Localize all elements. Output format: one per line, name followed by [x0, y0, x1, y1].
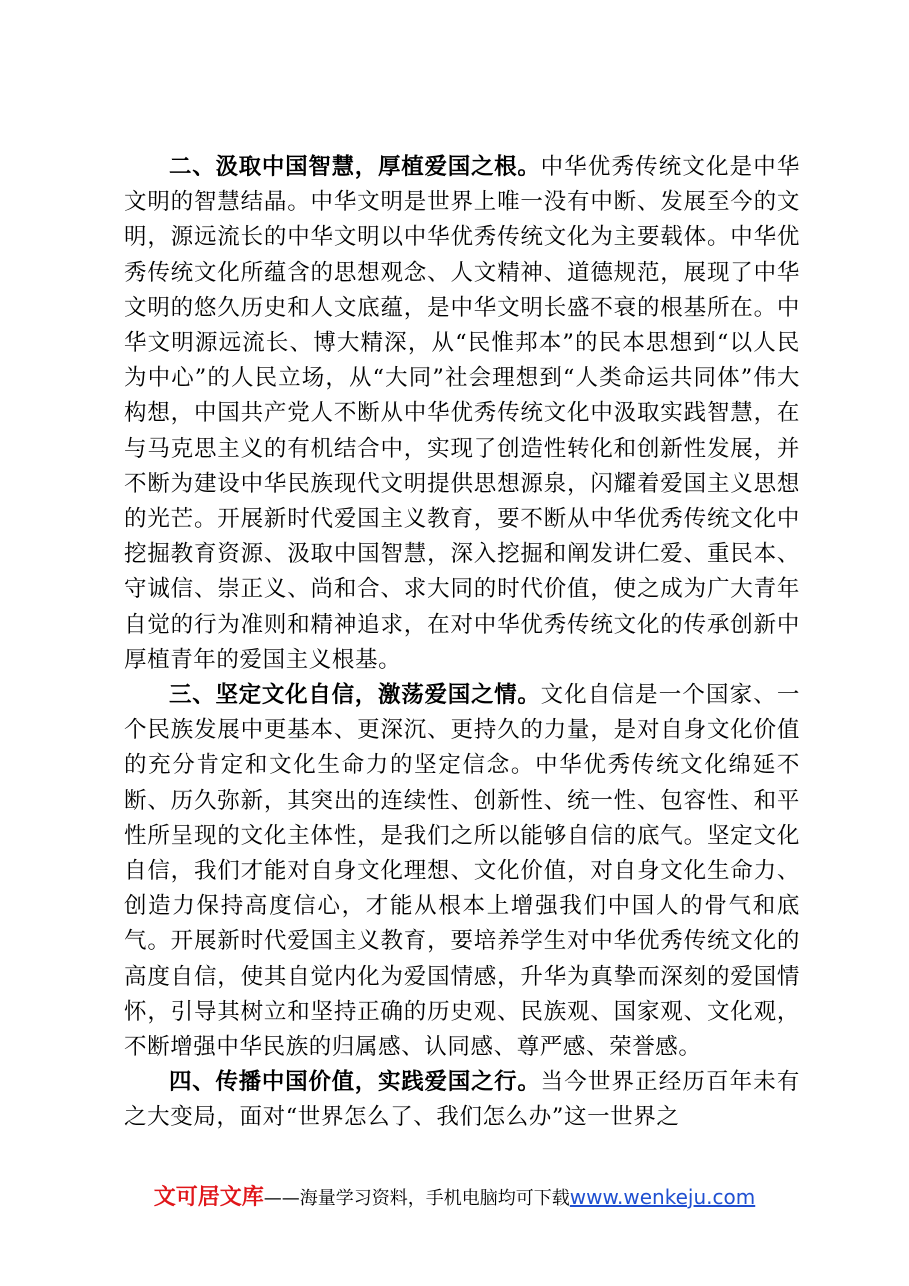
brand-name: 文可居文库 — [153, 1185, 264, 1210]
section-heading: 三、坚定文化自信，激荡爱国之情。 — [169, 682, 541, 709]
paragraph-section-4 — [124, 1065, 800, 1135]
document-body — [124, 150, 800, 1136]
paragraph-text: 中华优秀传统文化是中华文明的智慧结晶。中华文明是世界上唯一没有中断、发展至今的文明，源远流长的中华文明以中华优秀传统文化为主要载体。中华优秀传统文化所蕴含的思想观念、人文精神、道德规范，展现了中华文明的悠久历史和人文底蕴，是中华文明长盛不衰的根基所在。中华文明源远流长、博大精深，从“民惟邦本”的民本思想到“以人民为中心”的人民立场，从“大同”社会理想到“人类命运共同体”伟大构想，中国共产党人不断从中华优秀传统文化中汲取实践智慧，在与马克思主义的有机结合中，实现了创造性转化和创新性发展，并不断为建设中华民族现代文明提供思想源泉，闪耀着爱国主义思想的光芒。开展新时代爱国主义教育，要不断从中华优秀传统文化中挖掘教育资源、汲取中国智慧，深入挖掘和阐发讲仁爱、重民本、守诚信、崇正义、尚和合、求大同的时代价值，使之成为广大青年自觉的行为准则和精神追求，在对中华优秀传统文化的传承创新中厚植青年的爱国主义根基。 — [124, 154, 800, 673]
footer-tagline: ——海量学习资料，手机电脑均可下载 — [263, 1188, 570, 1209]
footer-watermark — [0, 1180, 909, 1211]
website-link[interactable]: www.wenkeju.com — [569, 1185, 756, 1209]
paragraph-text: 当今世界正经历百年未有之大变局，面对“世界怎么了、我们怎么办”这一世界之 — [124, 1069, 800, 1131]
paragraph-section-2 — [124, 150, 800, 678]
paragraph-section-3 — [124, 678, 800, 1065]
paragraph-text: 文化自信是一个国家、一个民族发展中更基本、更深沉、更持久的力量，是对自身文化价值的充分肯定和文化生命力的坚定信念。中华优秀传统文化绵延不断、历久弥新，其突出的连续性、创新性、统一性、包容性、和平性所呈现的文化主体性，是我们之所以能够自信的底气。坚定文化自信，我们才能对自身文化理想、文化价值，对自身文化生命力、创造力保持高度信心，才能从根本上增强我们中国人的骨气和底气。开展新时代爱国主义教育，要培养学生对中华优秀传统文化的高度自信，使其自觉内化为爱国情感，升华为真挚而深刻的爱国情怀，引导其树立和坚持正确的历史观、民族观、国家观、文化观，不断增强中华民族的归属感、认同感、尊严感、荣誉感。 — [124, 682, 800, 1061]
section-heading: 四、传播中国价值，实践爱国之行。 — [169, 1069, 541, 1096]
section-heading: 二、汲取中国智慧，厚植爱国之根。 — [169, 154, 541, 180]
